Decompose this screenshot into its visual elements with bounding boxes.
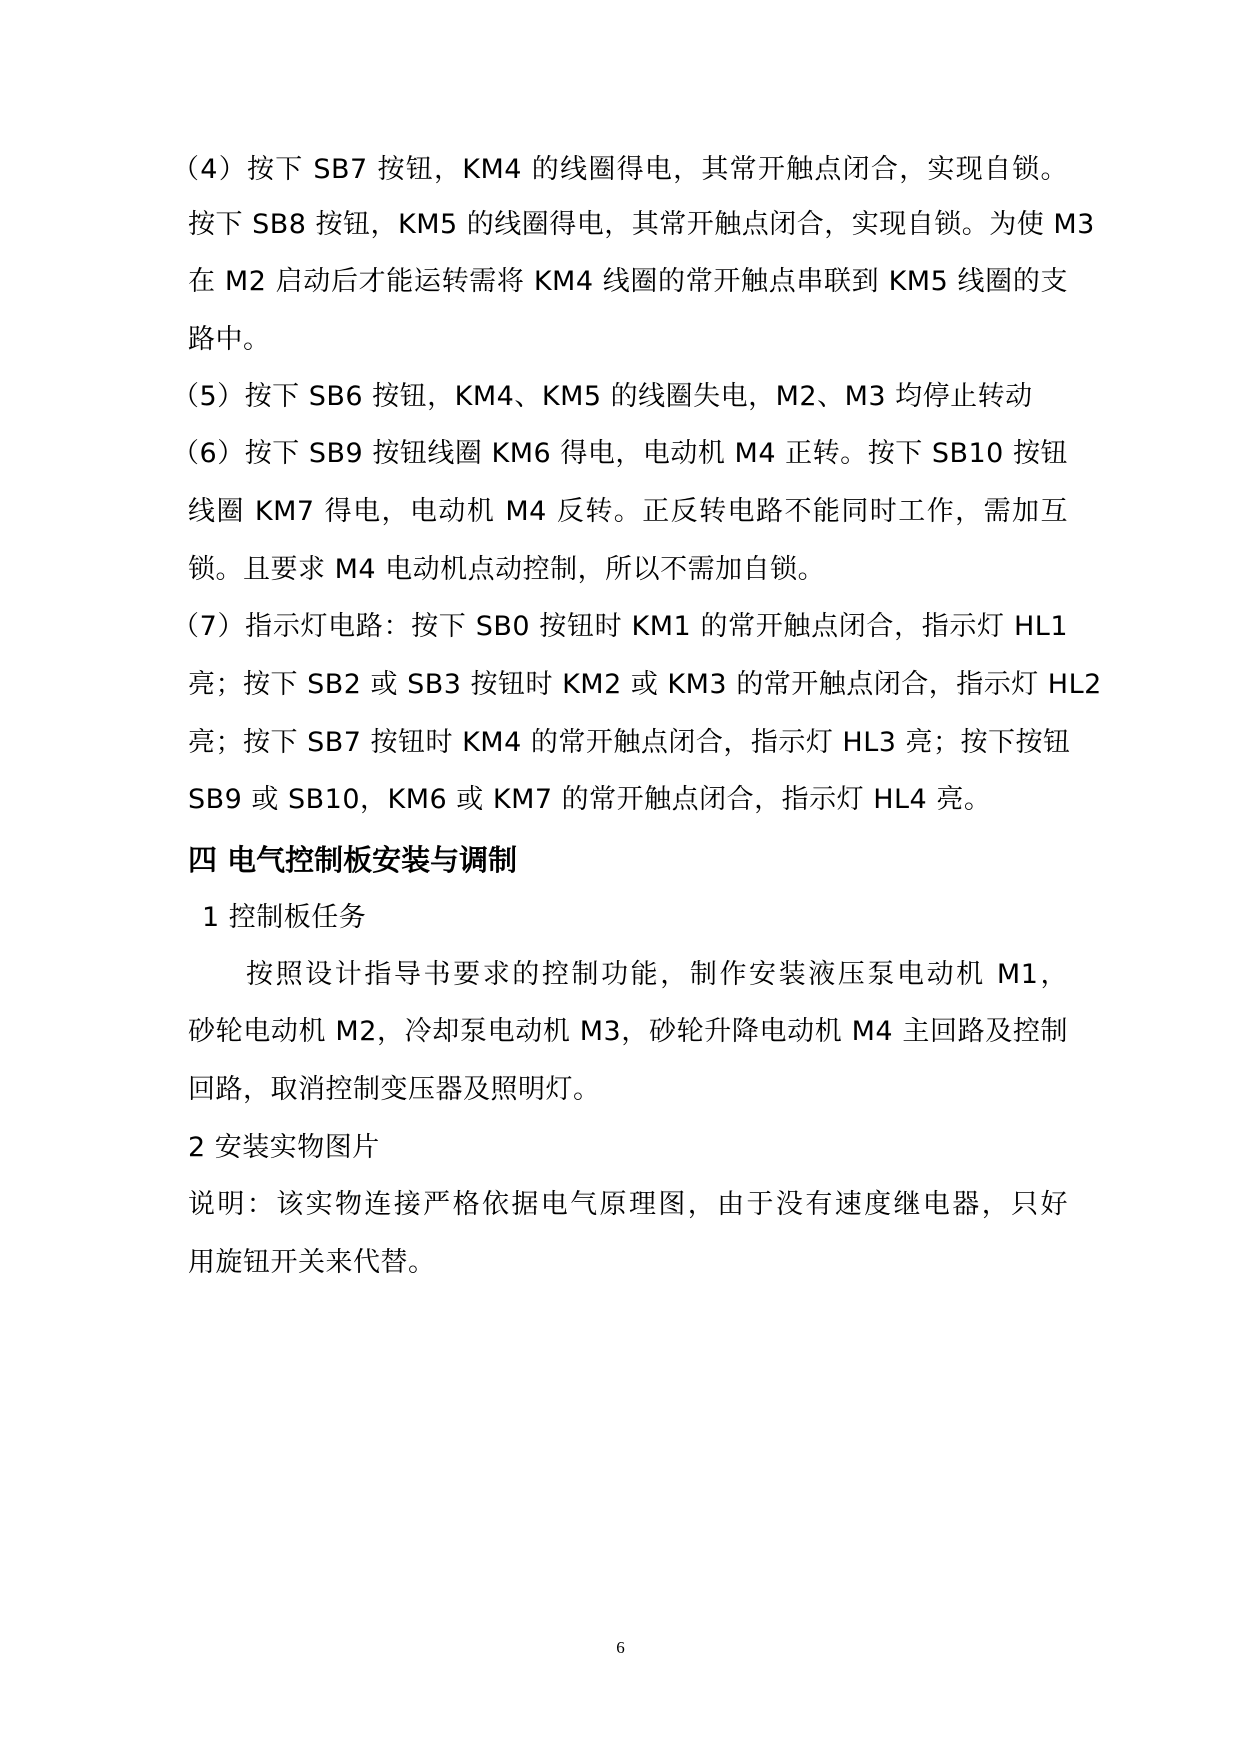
paragraph-line: 亮；按下 SB7 按钮时 KM4 的常开触点闭合，指示灯 HL3 亮；按下按钮 bbox=[188, 727, 1071, 758]
paragraph-line: （4）按下 SB7 按钮，KM4 的线圈得电，其常开触点闭合，实现自锁。 bbox=[172, 154, 1068, 185]
paragraph-line: （5）按下 SB6 按钮，KM4、KM5 的线圈失电，M2、M3 均停止转动 bbox=[172, 381, 1033, 412]
subsection-title: 1 控制板任务 bbox=[202, 902, 367, 933]
paragraph-line: 在 M2 启动后才能运转需将 KM4 线圈的常开触点串联到 KM5 线圈的支 bbox=[188, 266, 1068, 297]
paragraph-line: 回路，取消控制变压器及照明灯。 bbox=[188, 1074, 601, 1105]
paragraph-line: 亮；按下 SB2 或 SB3 按钮时 KM2 或 KM3 的常开触点闭合，指示灯 HL2 bbox=[188, 669, 1102, 700]
section-heading: 四 电气控制板安装与调制 bbox=[188, 843, 518, 877]
paragraph-line: （7）指示灯电路：按下 SB0 按钮时 KM1 的常开触点闭合，指示灯 HL1 bbox=[172, 611, 1068, 642]
paragraph-line: 线圈 KM7 得电，电动机 M4 反转。正反转电路不能同时工作，需加互 bbox=[188, 496, 1068, 527]
paragraph-line: 按照设计指导书要求的控制功能，制作安装液压泵电动机 M1， bbox=[246, 959, 1068, 990]
paragraph-line: 砂轮电动机 M2，冷却泵电动机 M3，砂轮升降电动机 M4 主回路及控制 bbox=[188, 1016, 1068, 1047]
paragraph-line: 用旋钮开关来代替。 bbox=[188, 1247, 436, 1278]
paragraph-line: （6）按下 SB9 按钮线圈 KM6 得电，电动机 M4 正转。按下 SB10 按钮 bbox=[172, 438, 1068, 469]
paragraph-line: SB9 或 SB10，KM6 或 KM7 的常开触点闭合，指示灯 HL4 亮。 bbox=[188, 784, 992, 815]
subsection-title: 2 安装实物图片 bbox=[188, 1132, 380, 1163]
paragraph-line: 按下 SB8 按钮，KM5 的线圈得电，其常开触点闭合，实现自锁。为使 M3 bbox=[188, 209, 1095, 240]
page-number: 6 bbox=[616, 1638, 625, 1657]
paragraph-line: 说明：该实物连接严格依据电气原理图，由于没有速度继电器，只好 bbox=[188, 1189, 1068, 1220]
paragraph-line: 路中。 bbox=[188, 324, 271, 355]
paragraph-line: 锁。且要求 M4 电动机点动控制，所以不需加自锁。 bbox=[188, 554, 826, 585]
